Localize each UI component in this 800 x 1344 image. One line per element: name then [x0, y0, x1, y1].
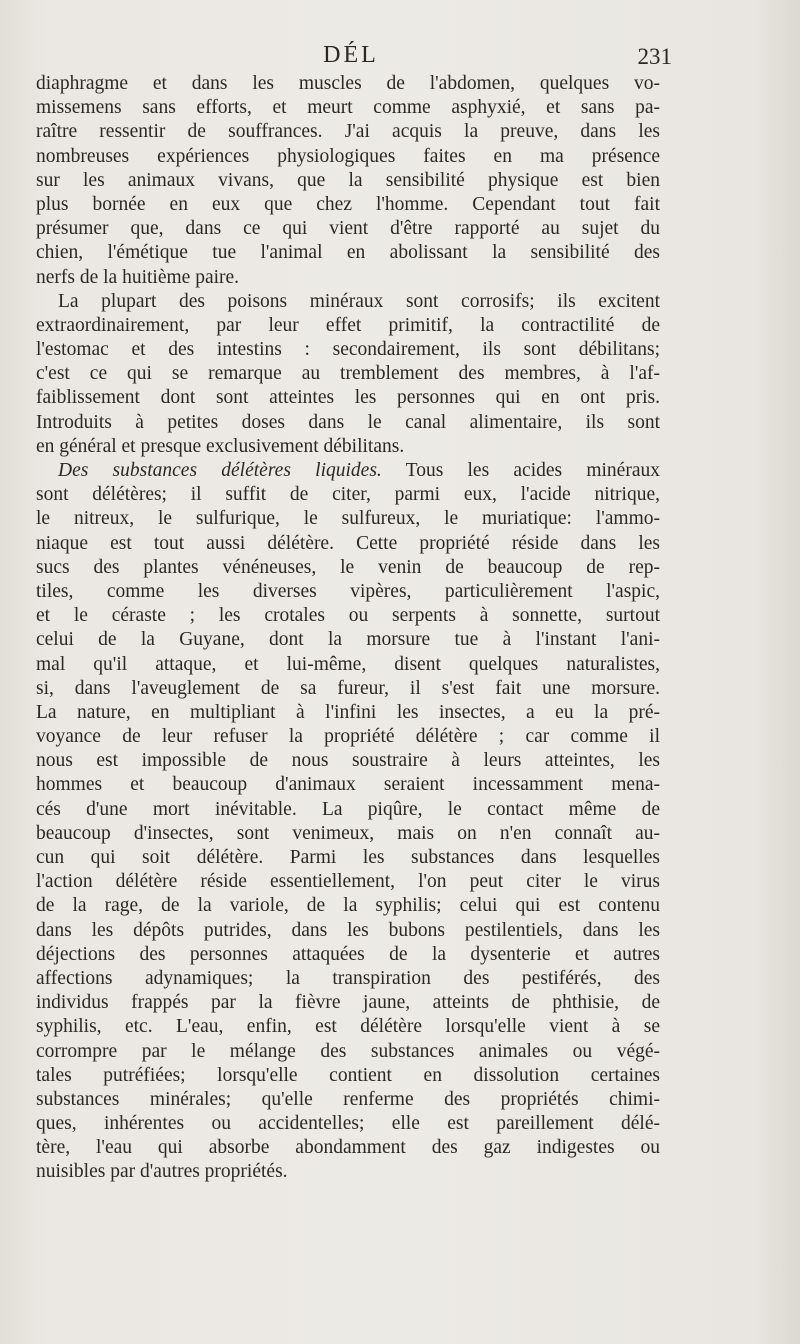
text-line: et le céraste ; les crotales ou serpents à sonnette, surtout — [36, 605, 660, 627]
text-line: sur les animaux vivans, que la sensibilité physique est bien — [36, 169, 660, 191]
text-line: l'action délétère réside essentiellement, l'on peut citer le virus — [36, 871, 660, 893]
text-line: La plupart des poisons minéraux sont corrosifs; ils excitent — [58, 290, 660, 312]
page-number: 231 — [637, 44, 672, 69]
text-line: tiles, comme les diverses vipères, particulièrement l'aspic, — [36, 580, 660, 602]
text-line: plus bornée en eux que chez l'homme. Cependant tout fait — [36, 193, 660, 215]
text-line: nerfs de la huitième paire. — [36, 266, 240, 288]
text-line: déjections des personnes attaquées de la dysenterie et autres — [36, 943, 660, 965]
text-line: voyance de leur refuser la propriété délétère ; car comme il — [36, 726, 660, 748]
text-line: présumer que, dans ce qui vient d'être rapporté au sujet du — [36, 218, 660, 240]
text-line: La nature, en multipliant à l'infini les insectes, a eu la pré- — [36, 701, 660, 723]
text-line: corrompre par le mélange des substances animales ou végé- — [36, 1040, 660, 1062]
paragraph-heading-line — [36, 459, 660, 483]
text-line: affections adynamiques; la transpiration des pestiférés, des — [36, 967, 660, 989]
text-line: en général et presque exclusivement débilitans. — [36, 435, 405, 457]
text-line: nous est impossible de nous soustraire à leurs atteintes, les — [36, 750, 660, 772]
text-line: de la rage, de la variole, de la syphilis; celui qui est contenu — [36, 895, 660, 917]
text-line: c'est ce qui se remarque au tremblement des membres, à l'af- — [36, 363, 660, 385]
text-line: chien, l'émétique tue l'animal en abolissant la sensibilité des — [36, 242, 660, 264]
text-line: le nitreux, le sulfurique, le sulfureux, le muriatique: l'ammo- — [36, 508, 660, 530]
text-line: l'estomac et des intestins : secondairement, ils sont débilitans; — [36, 339, 660, 361]
text-line: dans les dépôts putrides, dans les bubons pestilentiels, dans les — [36, 919, 660, 941]
text-line: syphilis, etc. L'eau, enfin, est délétère lorsqu'elle vient à se — [36, 1016, 660, 1038]
text-line: missemens sans efforts, et meurt comme asphyxié, et sans pa- — [36, 97, 660, 119]
text-line: sont délétères; il suffit de citer, parmi eux, l'acide nitrique, — [36, 484, 660, 506]
text-line: Introduits à petites doses dans le canal alimentaire, ils sont — [36, 411, 660, 433]
text-line: tère, l'eau qui absorbe abondamment des gaz indigestes ou — [36, 1137, 660, 1159]
text-line: cés d'une mort inévitable. La piqûre, le contact même de — [36, 798, 660, 820]
text-line: diaphragme et dans les muscles de l'abdomen, quelques vo- — [36, 73, 660, 94]
italic-heading: Des substances délétères liquides. — [58, 460, 382, 481]
text-line: beaucoup d'insectes, sont venimeux, mais on n'en connaît au- — [36, 822, 660, 844]
text-line: ques, inhérentes ou accidentelles; elle est pareillement délé- — [36, 1113, 660, 1135]
text-line: faiblissement dont sont atteintes les personnes qui en ont pris. — [36, 387, 660, 409]
text-line: sucs des plantes vénéneuses, le venin de beaucoup de rep- — [36, 556, 660, 578]
text-line: niaque est tout aussi délétère. Cette propriété réside dans les — [36, 532, 660, 554]
text-line: individus frappés par la fièvre jaune, atteints de phthisie, de — [36, 992, 660, 1014]
text-line: nuisibles par d'autres propriétés. — [36, 1161, 288, 1183]
heading-line-rest: Tous les acides minéraux — [381, 460, 660, 481]
text-line: mal qu'il attaque, et lui-même, disent quelques naturalistes, — [36, 653, 660, 675]
page-header — [38, 42, 672, 72]
text-line: celui de la Guyane, dont la morsure tue à l'instant l'ani- — [36, 629, 660, 651]
text-line: extraordinairement, par leur effet primitif, la contractilité de — [36, 314, 660, 336]
text-line: nombreuses expériences physiologiques faites en ma présence — [36, 145, 660, 167]
text-line: cun qui soit délétère. Parmi les substances dans lesquelles — [36, 847, 660, 868]
text-line: si, dans l'aveuglement de sa fureur, il s'est fait une morsure. — [36, 677, 660, 699]
text-line: raître ressentir de souffrances. J'ai acquis la preuve, dans les — [36, 121, 660, 143]
text-line: hommes et beaucoup d'animaux seraient incessamment mena- — [36, 774, 660, 796]
text-line: tales putréfiées; lorsqu'elle contient en dissolution certaines — [36, 1064, 660, 1086]
running-head: DÉL — [323, 42, 379, 68]
page-body — [36, 72, 660, 1185]
text-line: substances minérales; qu'elle renferme des propriétés chimi- — [36, 1088, 660, 1110]
